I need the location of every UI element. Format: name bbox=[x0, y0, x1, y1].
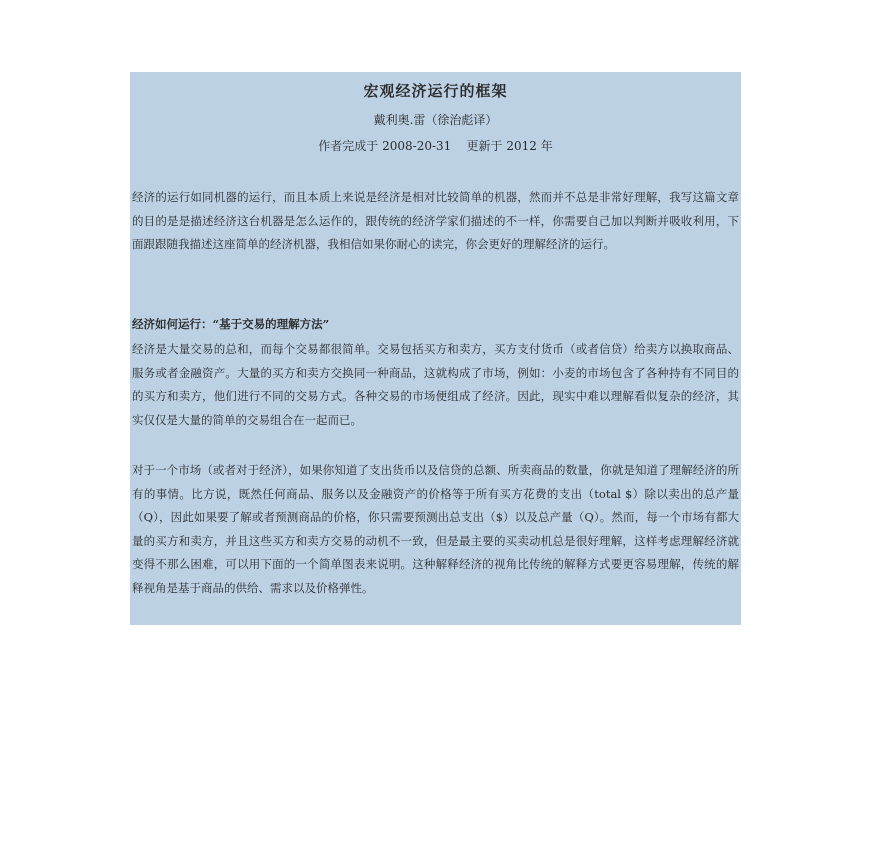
document-title: 宏观经济运行的框架 bbox=[363, 82, 508, 100]
document-body bbox=[130, 72, 741, 625]
paragraph-transactions: 经济是大量交易的总和，而每个交易都很简单。交易包括买方和卖方，买方支付货币（或者信贷）给卖方以换取商品、服务或者金融资产。大量的买方和卖方交换同一种商品，这就构成了市场，例如：小麦的市场包含了各种持有不同目的的买方和卖方，他们进行不同的交易方式。各种交易的市场便组成了经济。因此，现实中难以理解看似复杂的经济，其实仅仅是大量的简单的交易组合在一起而已。 bbox=[132, 342, 739, 427]
section-heading: 经济如何运行：“基于交易的理解方法” bbox=[132, 317, 330, 331]
author-line: 戴利奥.雷（徐治彪译） bbox=[373, 113, 498, 127]
date-line: 作者完成于 2008-20-31 更新于 2012 年 bbox=[318, 139, 553, 153]
paragraph-market: 对于一个市场（或者对于经济），如果你知道了支出货币以及信贷的总额、所卖商品的数量，你就是知道了理解经济的所有的事情。比方说，既然任何商品、服务以及金融资产的价格等于所有买方花费的支出（total $）除以卖出的总产量（Q），因此如果要了解或者预测商品的价格，你只需要预测出总支出（$）以及总产量（Q）。然而，每一个市场有都大量的买方和卖方，并且这些买方和卖方交易的动机不一致，但是最主要的买卖动机总是很好理解，这样考虑理解经济就变得不那么困难，可以用下面的一个简单图表来说明。这种解释经济的视角比传统的解释方式要更容易理解，传统的解释视角是基于商品的供给、需求以及价格弹性。 bbox=[132, 463, 739, 595]
paragraph-intro: 经济的运行如同机器的运行，而且本质上来说是经济是相对比较简单的机器，然而并不总是非常好理解，我写这篇文章的目的是是描述经济这台机器是怎么运作的，跟传统的经济学家们描述的不一样，你需要自己加以判断并吸收利用，下面跟跟随我描述这座简单的经济机器，我相信如果你耐心的读完，你会更好的理解经济的运行。 bbox=[132, 190, 739, 252]
